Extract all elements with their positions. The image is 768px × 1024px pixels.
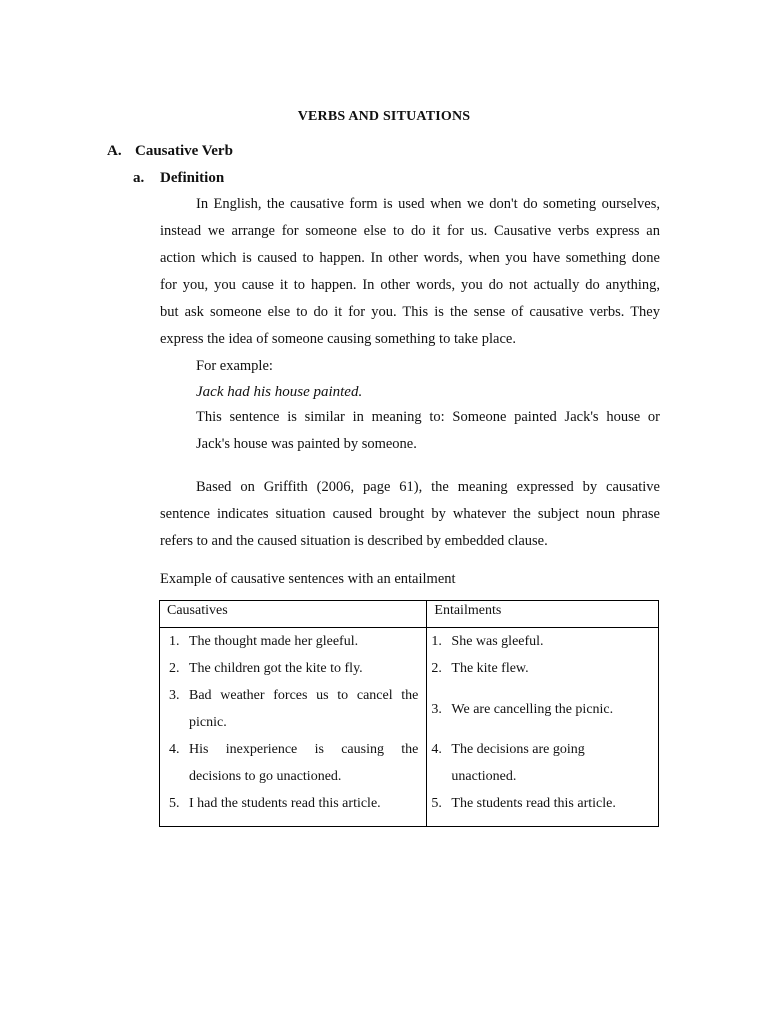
table-row [160, 655, 659, 682]
entailment-text: We are cancelling the picnic. [451, 701, 614, 717]
causative-text: I had the students read this article. [189, 796, 381, 811]
causative-cell [160, 655, 427, 682]
paragraph-line: refers to and the caused situation is described by embedded clause. [160, 533, 548, 549]
causative-cell [160, 628, 427, 656]
causative-text: decisions to go unactioned. [189, 769, 342, 784]
for-example-label: For example: [196, 358, 273, 374]
paragraph-line: for you, you cause it to happen. In other words, you do not actually do anything, [160, 277, 660, 293]
subsection-label: Definition [160, 170, 225, 186]
causative-text: Bad weather forces us to cancel the [189, 688, 419, 703]
table-row [160, 628, 659, 656]
section-number: A. [107, 143, 122, 159]
paragraph-line: Jack's house was painted by someone. [196, 436, 417, 452]
similar-paragraph [196, 404, 660, 458]
paragraph-line: but ask someone else to do it for you. This is the sense of causative verbs. They [160, 304, 660, 320]
item-number: 3. [431, 701, 442, 717]
entailment-cell [427, 682, 659, 736]
table-row [160, 736, 659, 790]
causative-cell [160, 736, 427, 790]
item-number: 3. [169, 688, 180, 703]
item-number: 1. [431, 634, 442, 649]
subsection-heading [133, 170, 224, 187]
item-number: 2. [431, 661, 442, 676]
causative-text: The thought made her gleeful. [189, 634, 359, 649]
definition-paragraph [160, 191, 660, 353]
paragraph-line: Based on Griffith (2006, page 61), the meaning expressed by causative [196, 479, 660, 495]
entailment-cell [427, 736, 659, 790]
example-sentence: Jack had his house painted. [196, 384, 363, 400]
entailment-text: She was gleeful. [451, 634, 544, 649]
section-heading [107, 143, 233, 160]
griffith-paragraph [160, 474, 660, 555]
table-caption: Example of causative sentences with an entailment [160, 571, 456, 587]
causative-cell [160, 682, 427, 736]
entailment-cell [427, 655, 659, 682]
entailment-text: The kite flew. [451, 661, 529, 676]
column-header-entailments: Entailments [427, 601, 659, 628]
column-header-causatives: Causatives [160, 601, 427, 628]
paragraph-line: In English, the causative form is used when we don't do someting ourselves, [196, 196, 660, 212]
paragraph-line: instead we arrange for someone else to do it for us. Causative verbs express an [160, 223, 660, 239]
entailment-cell [427, 628, 659, 656]
entailment-text: The students read this article. [451, 796, 616, 811]
item-number: 1. [169, 634, 180, 649]
item-number: 5. [431, 796, 442, 811]
paragraph-line: This sentence is similar in meaning to: Someone painted Jack's house or [196, 409, 660, 425]
paragraph-line: action which is caused to happen. In other words, when you have something done [160, 250, 660, 266]
paragraph-line: sentence indicates situation caused brought by whatever the subject noun phrase [160, 506, 660, 522]
causative-text: His inexperience is causing the [189, 742, 419, 757]
subsection-number: a. [133, 170, 145, 186]
item-number: 4. [431, 742, 442, 757]
paragraph-line: express the idea of someone causing something to take place. [160, 331, 516, 347]
table-row [160, 682, 659, 736]
causative-text: The children got the kite to fly. [189, 661, 363, 676]
entailment-text: unactioned. [451, 769, 517, 784]
entailment-cell [427, 790, 659, 827]
item-number: 4. [169, 742, 180, 757]
causative-cell [160, 790, 427, 827]
entailment-text: The decisions are going [451, 742, 585, 757]
item-number: 5. [169, 796, 180, 811]
table-row [160, 790, 659, 827]
causative-text: picnic. [189, 715, 227, 730]
section-label: Causative Verb [135, 143, 233, 159]
table-header-row [160, 601, 659, 628]
page-title: VERBS AND SITUATIONS [297, 109, 471, 124]
causatives-table [159, 600, 659, 827]
item-number: 2. [169, 661, 180, 676]
